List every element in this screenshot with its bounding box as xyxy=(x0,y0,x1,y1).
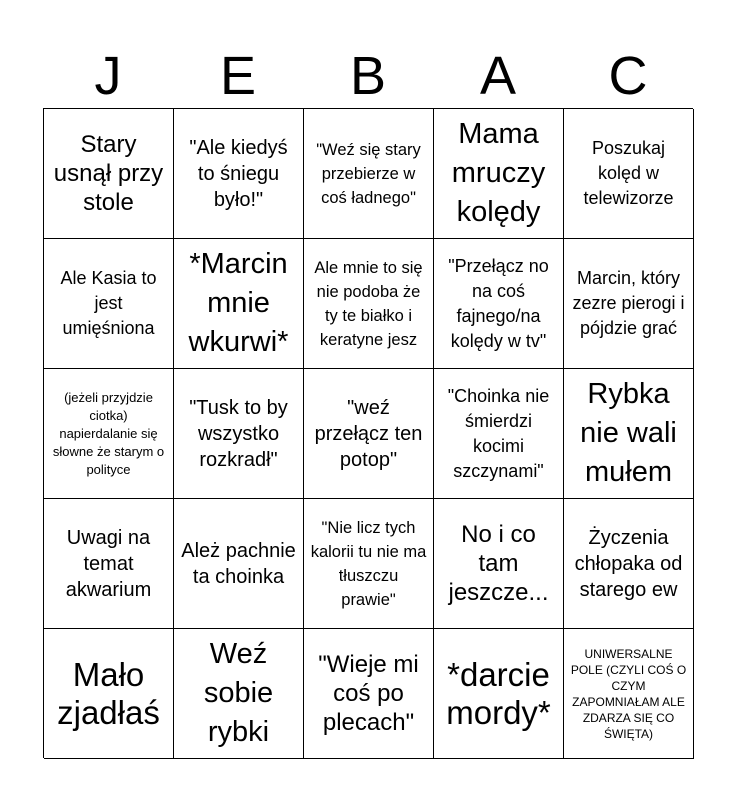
bingo-cell[interactable] xyxy=(174,109,304,239)
cell-text: *Marcin mnie wkurwi* xyxy=(188,248,289,358)
cell-text: Poszukaj kolęd w telewizorze xyxy=(583,138,674,208)
cell-text: Weź sobie rybki xyxy=(203,638,274,748)
cell-text: (jeżeli przyjdzie ciotka) napierdalanie się słowne że starym o polityce xyxy=(52,389,165,477)
bingo-cell[interactable] xyxy=(434,239,564,369)
cell-text: Uwagi na temat akwarium xyxy=(65,526,152,601)
cell-text: Życzenia chłopaka od starego ew xyxy=(574,526,683,601)
cell-text: *darcie mordy* xyxy=(446,655,551,731)
cell-text: Marcin, który zezre pierogi i pójdzie grać xyxy=(572,268,685,338)
bingo-cell[interactable] xyxy=(434,629,564,759)
bingo-cell[interactable] xyxy=(44,629,174,759)
bingo-cell[interactable] xyxy=(564,369,694,499)
bingo-cell[interactable] xyxy=(174,499,304,629)
bingo-cell[interactable] xyxy=(44,369,174,499)
bingo-cell[interactable] xyxy=(564,109,694,239)
cell-text: Mama mruczy kolędy xyxy=(451,118,546,228)
header-letter-j: J xyxy=(94,46,122,106)
bingo-cell[interactable] xyxy=(304,109,434,239)
bingo-cell[interactable] xyxy=(304,239,434,369)
header-letter-b: B xyxy=(349,46,387,106)
cell-text: "Ale kiedyś to śniegu było!" xyxy=(189,136,288,211)
cell-text: "Nie licz tych kalorii tu nie ma tłuszczu prawie" xyxy=(310,518,427,609)
header-letter-e: E xyxy=(219,46,257,106)
header-letter-a: A xyxy=(479,46,517,106)
cell-text: Rybka nie wali mułem xyxy=(580,378,677,488)
bingo-cell[interactable] xyxy=(44,239,174,369)
cell-text: "Przełącz no na coś fajnego/na kolędy w tv" xyxy=(448,255,549,351)
bingo-header xyxy=(43,44,693,108)
bingo-cell[interactable] xyxy=(44,499,174,629)
cell-text: Ale Kasia to jest umięśniona xyxy=(60,268,157,338)
cell-text: No i co tam jeszcze... xyxy=(448,521,549,606)
bingo-cell[interactable] xyxy=(564,629,694,759)
bingo-cell[interactable] xyxy=(564,499,694,629)
bingo-cell[interactable] xyxy=(564,239,694,369)
bingo-cell[interactable] xyxy=(304,629,434,759)
bingo-cell[interactable] xyxy=(174,239,304,369)
bingo-cell[interactable] xyxy=(434,499,564,629)
cell-text: UNIWERSALNE POLE (CZYLI COŚ O CZYM ZAPOMNIAŁAM ALE ZDARZA SIĘ CO ŚWIĘTA) xyxy=(570,646,687,741)
cell-text: Stary usnął przy stole xyxy=(53,131,164,216)
bingo-cell[interactable] xyxy=(434,369,564,499)
bingo-cell[interactable] xyxy=(434,109,564,239)
cell-text: Mało zjadłaś xyxy=(57,655,160,731)
cell-text: Ale mnie to się nie podoba że ty te białko i keratyne jesz xyxy=(314,258,423,349)
cell-text: "Weź się stary przebierze w coś ładnego" xyxy=(316,140,421,207)
cell-text: Ależ pachnie ta choinka xyxy=(181,539,296,588)
cell-text: "Wieje mi coś po plecach" xyxy=(318,651,419,736)
cell-text: "weź przełącz ten potop" xyxy=(314,396,423,471)
bingo-cell[interactable] xyxy=(174,629,304,759)
header-letter-c: C xyxy=(608,46,648,106)
bingo-cell[interactable] xyxy=(174,369,304,499)
bingo-cell[interactable] xyxy=(304,499,434,629)
cell-text: "Tusk to by wszystko rozkradł" xyxy=(189,396,288,471)
cell-text: "Choinka nie śmierdzi kocimi szczynami" xyxy=(447,385,550,481)
bingo-grid xyxy=(43,108,693,758)
bingo-cell[interactable] xyxy=(44,109,174,239)
bingo-cell[interactable] xyxy=(304,369,434,499)
